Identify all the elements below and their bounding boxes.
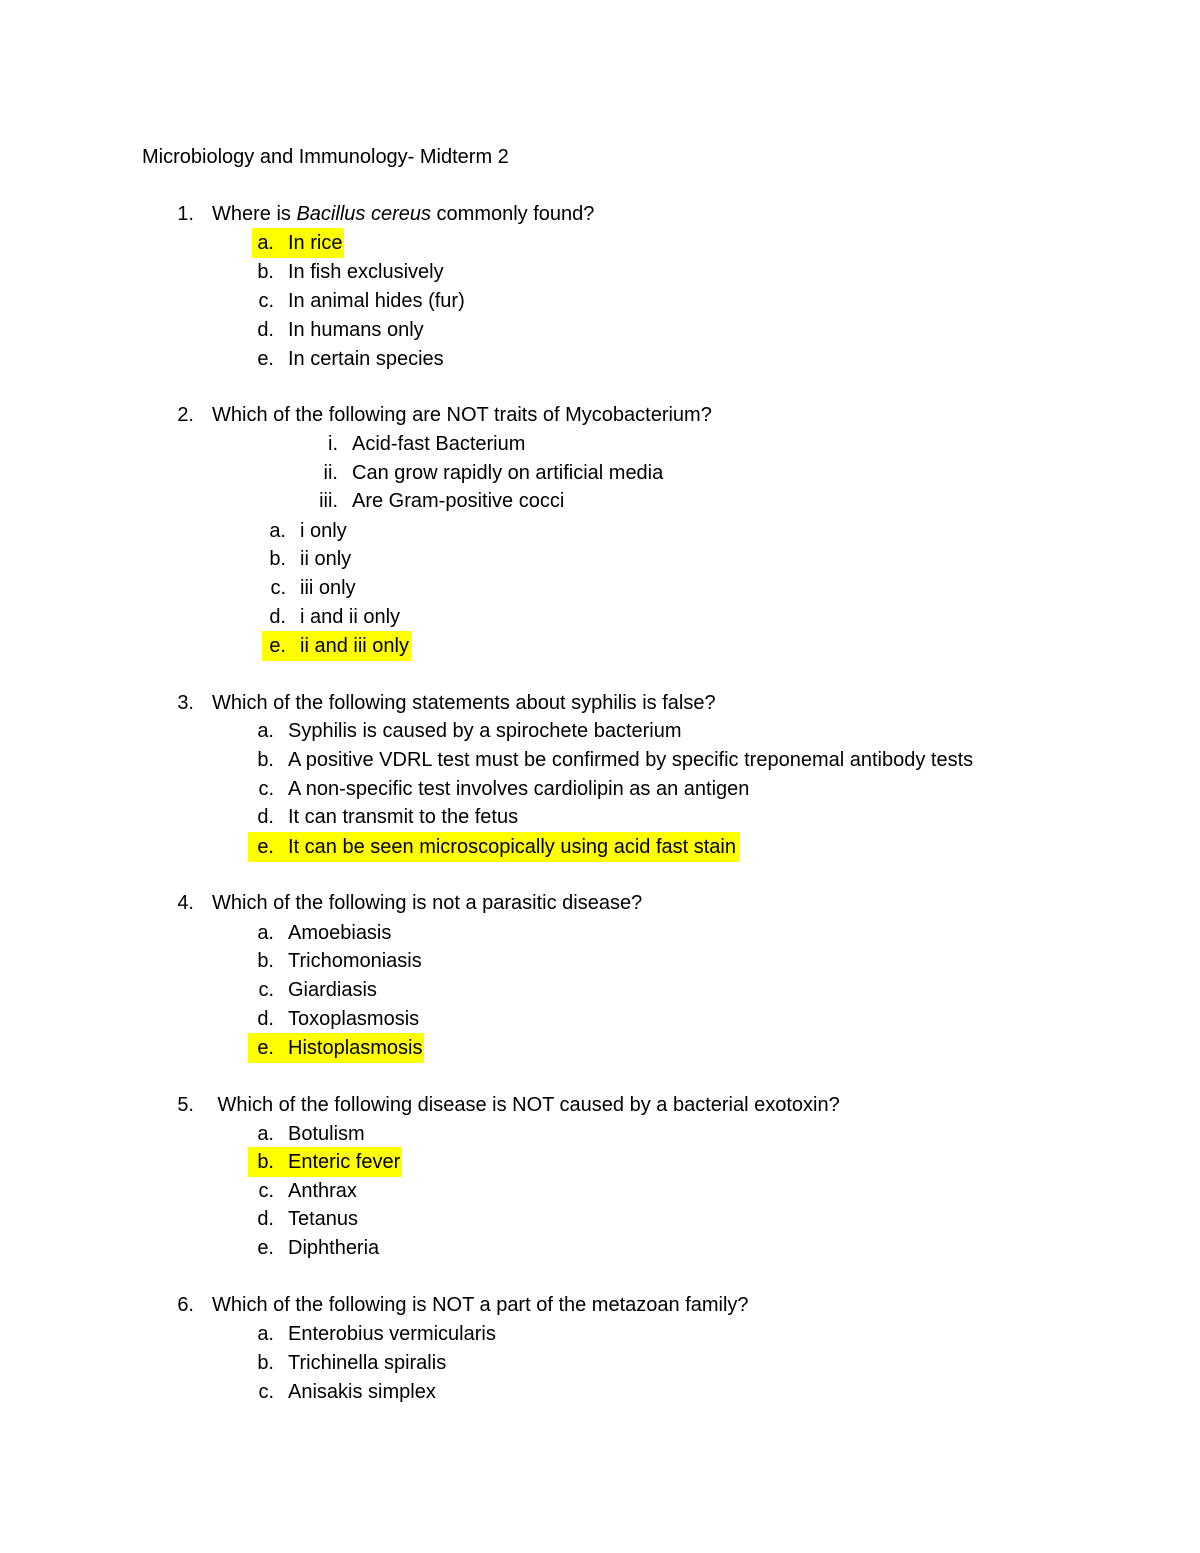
answer-option: d. It can transmit to the fetus xyxy=(257,806,519,828)
answer-option: c. Anisakis simplex xyxy=(258,1381,436,1403)
answer-option: c. Anthrax xyxy=(258,1180,357,1202)
answer-option: b. ii only xyxy=(269,548,352,570)
question-6 xyxy=(172,1290,749,1320)
question-number: 5. xyxy=(177,1094,194,1116)
answer-option: a. i only xyxy=(269,520,347,542)
question-3 xyxy=(172,688,716,718)
answer-option: d. Tetanus xyxy=(257,1208,359,1230)
answer-option: d. i and ii only xyxy=(269,606,401,628)
answer-option: a. Enterobius vermicularis xyxy=(257,1323,496,1345)
question-1 xyxy=(172,199,594,229)
question-2 xyxy=(172,400,712,430)
question-number: 3. xyxy=(177,692,194,714)
answer-option: a. Syphilis is caused by a spirochete bacterium xyxy=(257,720,682,742)
answer-option: e. Diphtheria xyxy=(257,1237,380,1259)
answer-option: e. In certain species xyxy=(257,348,444,370)
answer-option: e. It can be seen microscopically using acid fast stain xyxy=(248,832,740,862)
answer-option: a. In rice xyxy=(252,228,344,258)
answer-option: c. A non-specific test involves cardiolipin as an antigen xyxy=(258,778,750,800)
question-text: Which of the following are NOT traits of Mycobacterium? xyxy=(212,404,712,426)
statement-item: i. Acid-fast Bacterium xyxy=(328,433,526,455)
question-text: Which of the following statements about syphilis is false? xyxy=(212,692,716,714)
question-number: 2. xyxy=(177,404,194,426)
answer-option: a. Amoebiasis xyxy=(257,922,392,944)
answer-option: d. Toxoplasmosis xyxy=(257,1008,420,1030)
page-title: Microbiology and Immunology- Midterm 2 xyxy=(142,146,509,168)
statement-item: ii. Can grow rapidly on artificial media xyxy=(323,462,664,484)
question-number: 1. xyxy=(177,203,194,225)
species-name: Bacillus cereus xyxy=(296,203,431,225)
question-5 xyxy=(172,1090,840,1120)
answer-option: e. ii and iii only xyxy=(262,631,411,661)
question-text: Which of the following disease is NOT caused by a bacterial exotoxin? xyxy=(212,1094,840,1116)
question-text: Which of the following is NOT a part of the metazoan family? xyxy=(212,1294,749,1316)
answer-option: b. Enteric fever xyxy=(248,1147,402,1177)
question-number: 4. xyxy=(177,892,194,914)
question-number: 6. xyxy=(177,1294,194,1316)
question-4 xyxy=(172,888,642,918)
answer-option: a. Botulism xyxy=(257,1123,365,1145)
answer-option: b. A positive VDRL test must be confirmed by specific treponemal antibody tests xyxy=(257,749,974,771)
answer-option: b. Trichinella spiralis xyxy=(257,1352,447,1374)
answer-option: b. In fish exclusively xyxy=(257,261,444,283)
answer-option: c. In animal hides (fur) xyxy=(258,290,465,312)
answer-option: e. Histoplasmosis xyxy=(248,1033,424,1063)
answer-option: d. In humans only xyxy=(257,319,424,341)
question-text: Which of the following is not a parasitic disease? xyxy=(212,892,643,914)
answer-option: c. iii only xyxy=(270,577,356,599)
question-text: Where is Bacillus cereus commonly found? xyxy=(212,203,595,225)
statement-item: iii. Are Gram-positive cocci xyxy=(319,490,565,512)
answer-option: c. Giardiasis xyxy=(258,979,377,1001)
answer-option: b. Trichomoniasis xyxy=(257,950,422,972)
